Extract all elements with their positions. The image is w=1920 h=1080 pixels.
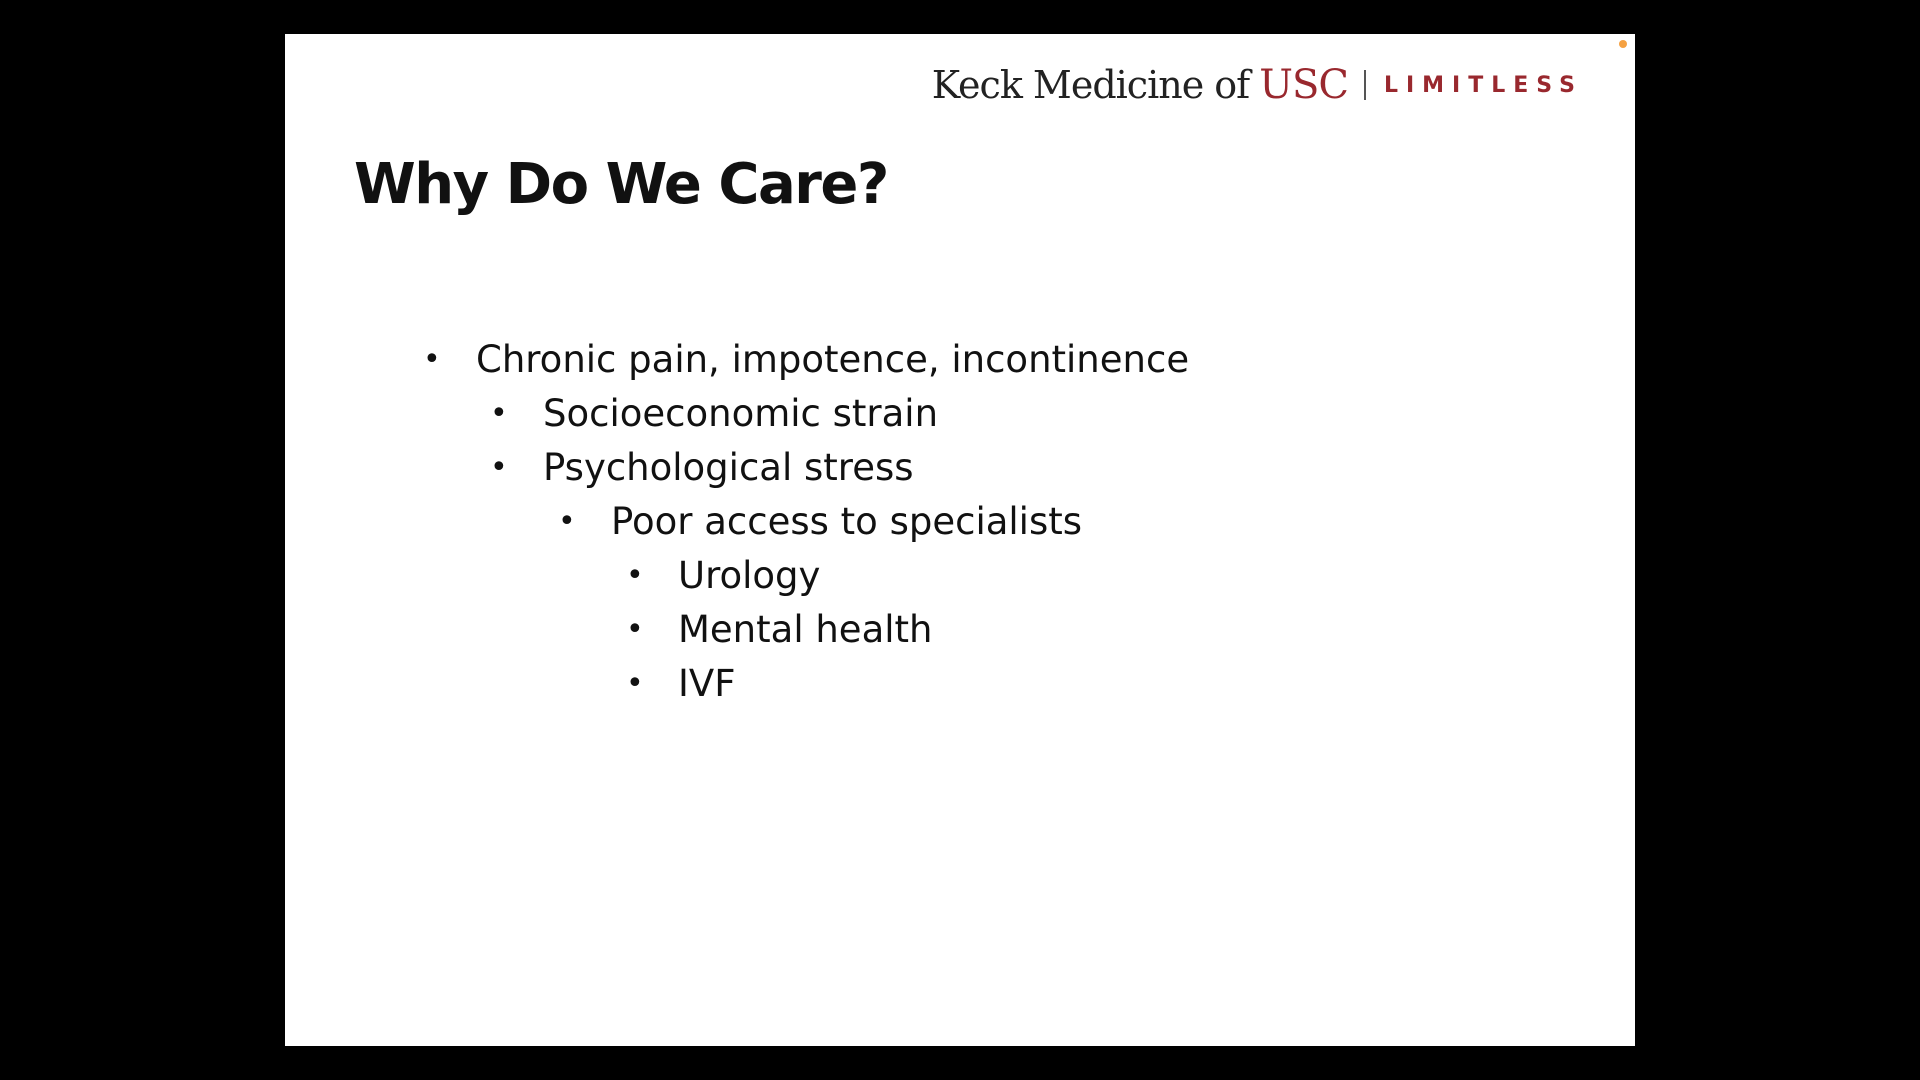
bullet-dot-icon: • [626,558,644,593]
bullet-text: Poor access to specialists [611,500,1083,543]
logo-keck-text: Keck Medicine of [931,63,1250,107]
bullet-dot-icon: • [423,342,441,377]
presentation-slide [285,34,1635,1046]
bullet-text: Psychological stress [543,446,914,489]
bullet-dot-icon: • [626,612,644,647]
bullet-dot-icon: • [558,504,576,539]
bullet-dot-icon: • [490,396,508,431]
bullet-text: Urology [678,554,821,597]
bullet-text: Socioeconomic strain [543,392,939,435]
bullet-dot-icon: • [626,666,644,701]
keck-usc-logo [932,62,1583,108]
logo-usc-text: USC [1259,62,1348,108]
bullet-text: Chronic pain, impotence, incontinence [476,338,1190,381]
logo-tagline: LIMITLESS [1383,72,1583,98]
logo-divider [1364,70,1366,100]
bullet-text: Mental health [678,608,933,651]
corner-dot-icon [1619,40,1627,48]
bullet-text: IVF [678,662,736,705]
bullet-dot-icon: • [490,450,508,485]
slide-title: Why Do We Care? [354,152,888,217]
